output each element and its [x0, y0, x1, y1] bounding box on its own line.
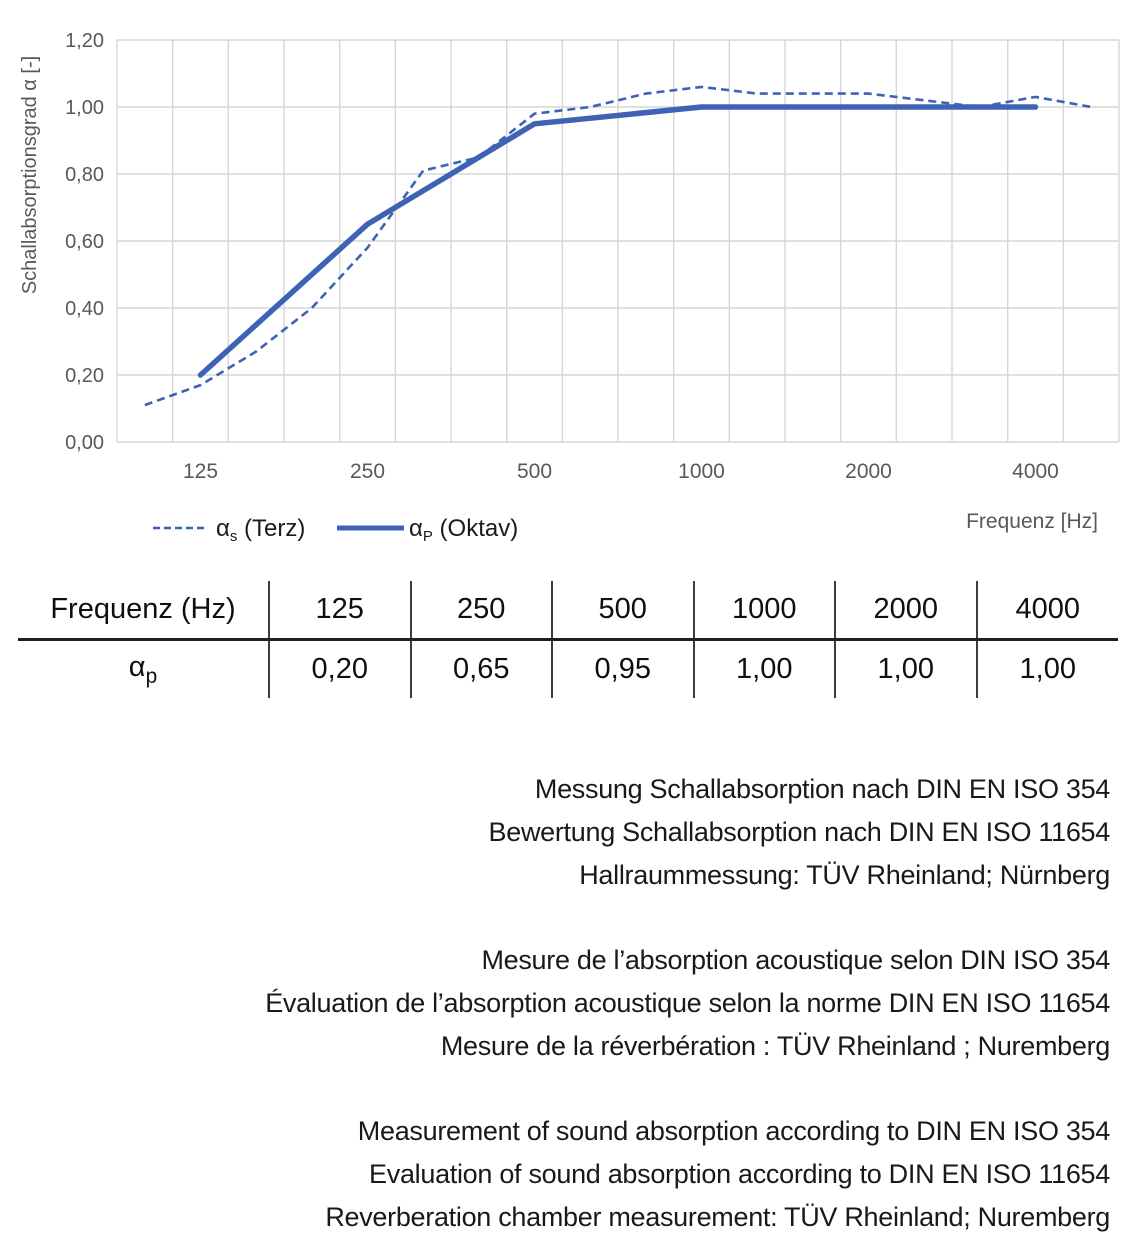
- frequency-cell: 250: [411, 581, 553, 640]
- alpha-row-label: [18, 640, 269, 699]
- note-en-line-3: Reverberation chamber measurement: TÜV Rheinland; Nuremberg: [325, 1202, 1110, 1232]
- alpha-symbol: α: [128, 650, 146, 683]
- chart-legend: [153, 515, 518, 545]
- oktav-alpha: α: [409, 515, 423, 542]
- note-fr-line-3: Mesure de la réverbération : TÜV Rheinland ; Nuremberg: [440, 1031, 1110, 1061]
- x-tick-label: 500: [516, 460, 553, 483]
- note-de-line-3: Hallraummessung: TÜV Rheinland; Nürnberg: [579, 860, 1110, 890]
- alpha-value-cell: 1,00: [835, 640, 977, 699]
- frequency-header-row: [18, 581, 1118, 640]
- x-tick-label: 4000: [1012, 460, 1059, 483]
- y-tick-label: 1,00: [65, 97, 104, 119]
- oktav-legend-rest: (Oktav): [432, 515, 519, 542]
- absorption-chart-svg: [0, 0, 1135, 555]
- y-tick-label: 0,80: [65, 164, 104, 186]
- alpha-table: [18, 581, 1118, 698]
- notes: [0, 768, 1135, 1239]
- chart-gridlines: [117, 40, 1119, 442]
- note-block-german: [0, 768, 1110, 897]
- alpha-value-cell: 1,00: [977, 640, 1119, 699]
- terz-legend-rest: (Terz): [237, 515, 306, 542]
- x-tick-label: 125: [182, 460, 219, 483]
- alpha-value-row: [18, 640, 1118, 699]
- oktav-alpha-sub: P: [422, 528, 433, 545]
- note-de-line-2: Bewertung Schallabsorption nach DIN EN ISO 11654: [488, 817, 1110, 847]
- alpha-value-cell: 0,95: [552, 640, 694, 699]
- y-tick-label: 0,20: [65, 365, 104, 387]
- x-tick-label: 250: [349, 460, 386, 483]
- frequency-cell: 1000: [694, 581, 836, 640]
- note-en-line-2: Evaluation of sound absorption according to DIN EN ISO 11654: [369, 1159, 1110, 1189]
- x-axis-title: Frequenz [Hz]: [966, 510, 1098, 533]
- note-en-line-1: Measurement of sound absorption according to DIN EN ISO 354: [357, 1116, 1110, 1146]
- x-axis-tick-labels: [183, 460, 1059, 483]
- terz-alpha: α: [216, 515, 230, 542]
- y-axis-title: Schallabsorptionsgrad α [-]: [19, 55, 41, 295]
- note-fr-line-1: Mesure de l’absorption acoustique selon DIN ISO 354: [481, 945, 1110, 975]
- y-tick-label: 0,60: [65, 231, 104, 253]
- x-tick-label: 2000: [845, 460, 892, 483]
- y-axis-tick-labels: [65, 30, 104, 454]
- alpha-value-cell: 1,00: [694, 640, 836, 699]
- note-fr-line-2: Évaluation de l’absorption acoustique selon la norme DIN EN ISO 11654: [265, 988, 1110, 1018]
- note-de-line-1: Messung Schallabsorption nach DIN EN ISO 354: [534, 774, 1110, 804]
- frequency-cell: 4000: [977, 581, 1119, 640]
- oktav-legend-label: [409, 515, 518, 545]
- frequency-cell: 125: [269, 581, 411, 640]
- x-tick-label: 1000: [678, 460, 725, 483]
- note-block-french: [0, 939, 1110, 1068]
- y-tick-label: 1,20: [65, 30, 104, 52]
- terz-legend-label: [216, 515, 305, 545]
- frequency-header-label: Frequenz (Hz): [18, 581, 269, 640]
- frequency-cell: 500: [552, 581, 694, 640]
- alpha-value-cell: 0,65: [411, 640, 553, 699]
- absorption-chart: [0, 0, 1135, 555]
- y-tick-label: 0,40: [65, 298, 104, 320]
- y-tick-label: 0,00: [65, 432, 104, 454]
- frequency-cell: 2000: [835, 581, 977, 640]
- alpha-symbol-sub: p: [145, 664, 158, 688]
- note-block-english: [0, 1110, 1110, 1239]
- terz-alpha-sub: s: [229, 528, 238, 545]
- alpha-value-cell: 0,20: [269, 640, 411, 699]
